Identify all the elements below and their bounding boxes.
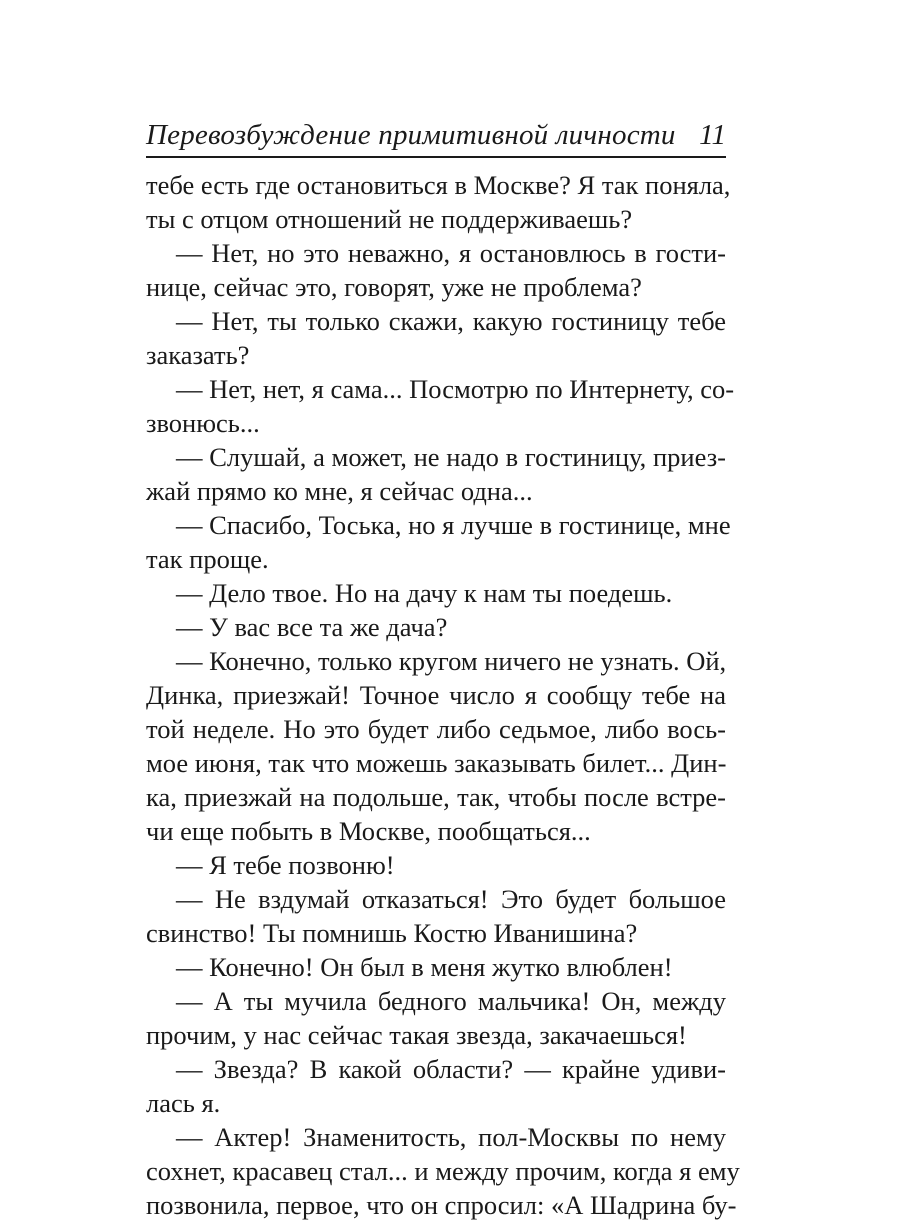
text-line: — Нет, нет, я сама... Посмотрю по Интернету, со- [176, 374, 735, 404]
text-line: — Я тебе позвоню! [176, 850, 395, 880]
text-line: — Слушай, а может, не надо в гостиницу, приез- [176, 442, 726, 472]
text-line: — А ты мучила бедного мальчика! Он, между [176, 986, 726, 1016]
text-line: чи еще побыть в Москве, пообщаться... [146, 816, 591, 846]
running-header [146, 114, 726, 158]
text-line: — Нет, ты только скажи, какую гостиницу тебе [176, 306, 726, 336]
text-line: мое июня, так что можешь заказывать билет... Дин- [146, 748, 727, 778]
page-number: 11 [699, 119, 726, 151]
text-line: — Дело твое. Но на дачу к нам ты поедешь. [176, 578, 673, 608]
text-line: свинство! Ты помнишь Костю Иванишина? [146, 918, 638, 948]
text-line: заказать? [146, 340, 250, 370]
text-line: — Спасибо, Тоська, но я лучше в гостинице, мне [176, 510, 731, 540]
text-line: прочим, у нас сейчас такая звезда, закачаешься! [146, 1020, 687, 1050]
text-line: лась я. [146, 1088, 221, 1118]
text-line: тебе есть где остановиться в Москве? Я так поняла, [146, 170, 731, 200]
body-text [146, 168, 740, 1222]
text-line: нице, сейчас это, говорят, уже не проблема? [146, 272, 642, 302]
text-line: жай прямо ко мне, я сейчас одна... [146, 476, 533, 506]
text-line: сохнет, красавец стал... и между прочим, когда я ему [146, 1156, 740, 1186]
text-line: ты с отцом отношений не поддерживаешь? [146, 204, 633, 234]
text-line: — У вас все та же дача? [176, 612, 448, 642]
text-line: — Конечно! Он был в меня жутко влюблен! [176, 952, 673, 982]
text-line: — Актер! Знаменитость, пол-Москвы по нему [176, 1122, 726, 1152]
text-line: — Не вздумай отказаться! Это будет большое [176, 884, 726, 914]
text-line: — Звезда? В какой области? — крайне удиви- [176, 1054, 726, 1084]
text-line: звонюсь... [146, 408, 260, 438]
running-title: Перевозбуждение примитивной личности [146, 119, 676, 151]
text-line: Динка, приезжай! Точное число я сообщу тебе на [146, 680, 726, 710]
text-line: позвонила, первое, что он спросил: «А Шадрина бу- [146, 1190, 737, 1220]
text-line: — Конечно, только кругом ничего не узнать. Ой, [176, 646, 727, 676]
text-line: так проще. [146, 544, 269, 574]
text-line: — Нет, но это неважно, я остановлюсь в гости- [176, 238, 726, 268]
text-line: той неделе. Но это будет либо седьмое, либо вось- [146, 714, 726, 744]
text-line: ка, приезжай на подольше, так, чтобы после встре- [146, 782, 726, 812]
